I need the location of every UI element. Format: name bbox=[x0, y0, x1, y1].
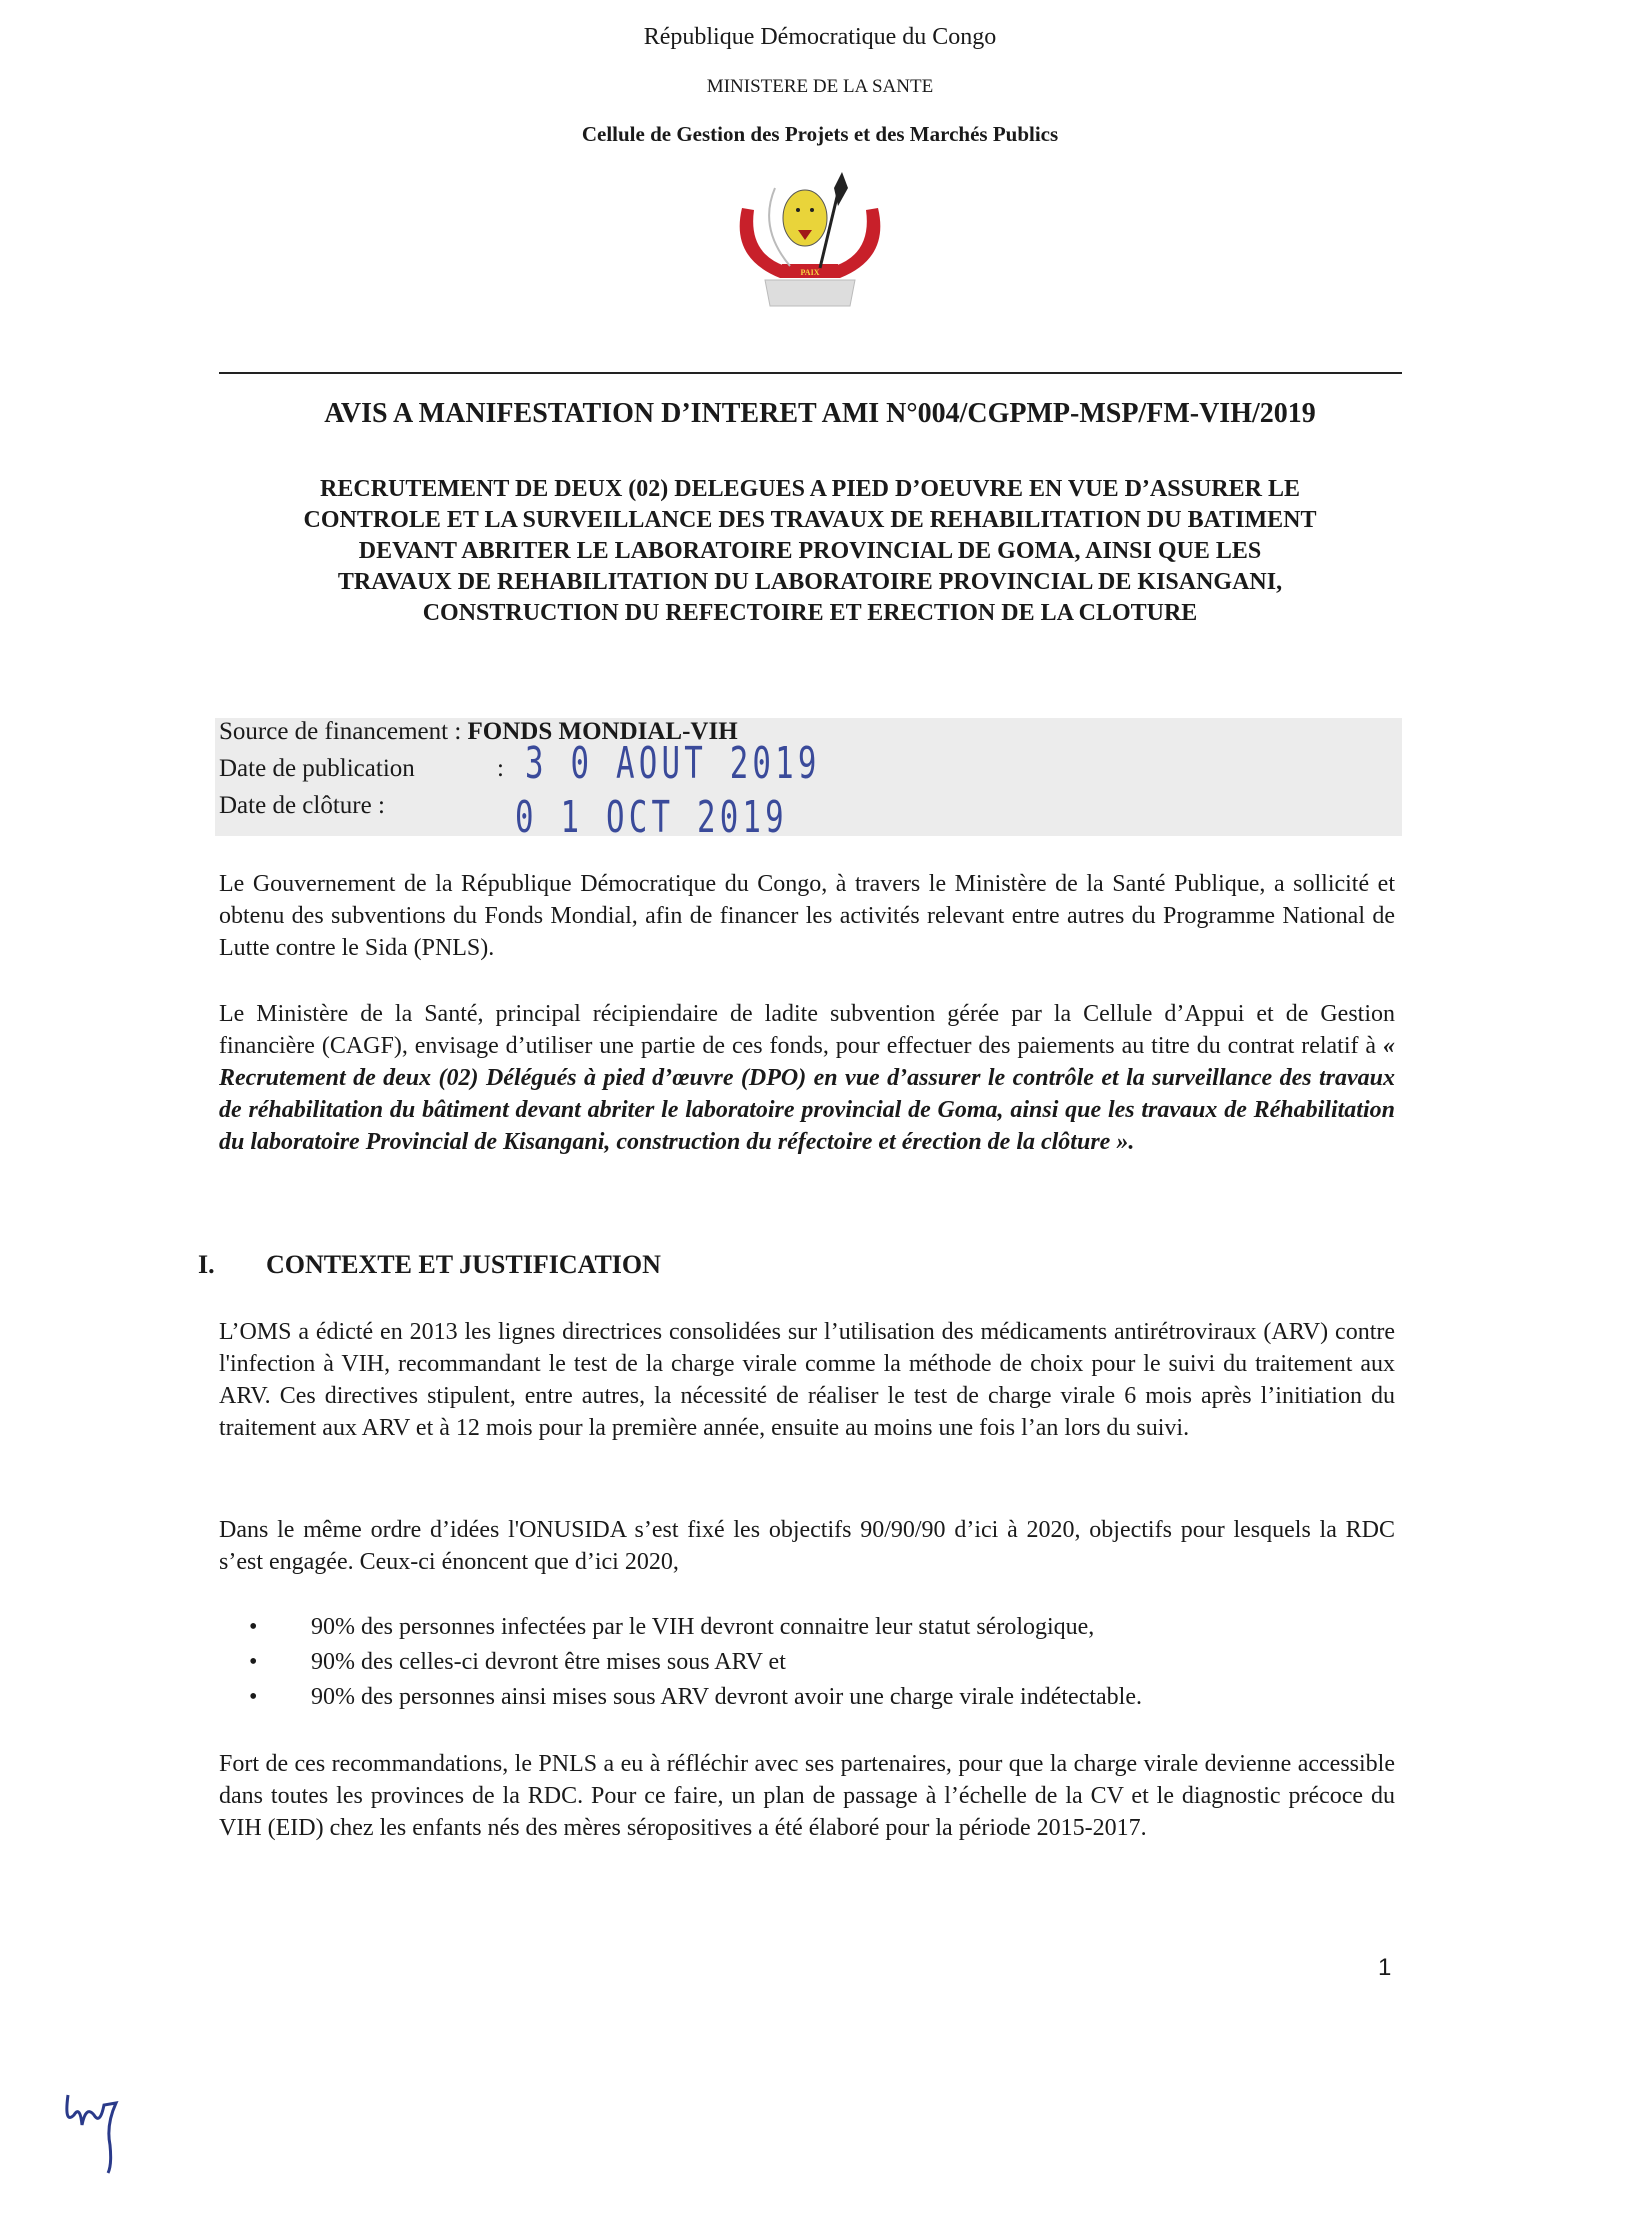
funding-source-label: Source de financement : bbox=[219, 718, 462, 745]
subtitle-line: RECRUTEMENT DE DEUX (02) DELEGUES A PIED D’OEUVRE EN VUE D’ASSURER LE bbox=[320, 476, 1300, 502]
publication-date-label: Date de publication bbox=[219, 755, 415, 782]
document-subtitle bbox=[210, 474, 1410, 629]
list-item: • 90% des personnes infectées par le VIH devront connaitre leur statut sérologique, bbox=[219, 1610, 1395, 1645]
list-item: • 90% des celles-ci devront être mises sous ARV et bbox=[219, 1645, 1395, 1680]
subtitle-line: CONTROLE ET LA SURVEILLANCE DES TRAVAUX DE REHABILITATION DU BATIMENT bbox=[303, 507, 1317, 533]
header-unit: Cellule de Gestion des Projets et des Marchés Publics bbox=[581, 122, 1059, 146]
document-title: AVIS A MANIFESTATION D’INTERET AMI N°004/CGPMP-MSP/FM-VIH/2019 bbox=[324, 398, 1316, 429]
paragraph-intro: Le Gouvernement de la République Démocratique du Congo, à travers le Ministère de la Santé Publique, a sollicité et obtenu des subventions du Fonds Mondial, afin de financer les activités relevant entre autres du Programme National de Lutte contre le Sida (PNLS). bbox=[219, 871, 1395, 961]
paragraph-oms: L’OMS a édicté en 2013 les lignes directrices consolidées sur l’utilisation des médicaments antirétroviraux (ARV) contre l'infection à VIH, recommandant le test de la charge virale comme la méthode de choix pour le suivi du traitement aux ARV. Ces directives stipulent, entre autres, la nécessité de réaliser le test de charge virale 6 mois après l’initiation du traitement aux ARV et à 12 mois pour la première année, ensuite au moins une fois l’an lors du suivi. bbox=[219, 1319, 1395, 1441]
publication-colon: : bbox=[497, 755, 504, 782]
svg-text:PAIX: PAIX bbox=[800, 268, 820, 277]
section-number: I. bbox=[198, 1250, 215, 1279]
paragraph-pnls: Fort de ces recommandations, le PNLS a eu à réfléchir avec ses partenaires, pour que la charge virale devienne accessible dans toutes les provinces de la RDC. Pour ce faire, un plan de passage à l’échelle de la CV et le diagnostic précoce du VIH (EID) chez les enfants nés des mères séropositives a été élaboré pour la période 2015-2017. bbox=[219, 1751, 1395, 1841]
section-heading bbox=[198, 1250, 661, 1280]
publication-date-stamp: 3 0 AOUT 2019 bbox=[525, 738, 821, 789]
list-item: • 90% des personnes ainsi mises sous ARV devront avoir une charge virale indétectable. bbox=[219, 1680, 1395, 1715]
page-number: 1 bbox=[1378, 1954, 1392, 1981]
paragraph-contract-intro: Le Ministère de la Santé, principal récipiendaire de ladite subvention gérée par la Cellule d’Appui et de Gestion financière (CAGF), envisage d’utiliser une partie de ces fonds, pour effectuer des paiements au titre du contrat relatif à bbox=[219, 1001, 1395, 1059]
subtitle-line: CONSTRUCTION DU REFECTOIRE ET ERECTION DE LA CLOTURE bbox=[422, 600, 1198, 626]
closing-date-label: Date de clôture : bbox=[219, 792, 385, 819]
section-title: CONTEXTE ET JUSTIFICATION bbox=[266, 1250, 661, 1279]
subtitle-line: TRAVAUX DE REHABILITATION DU LABORATOIRE PROVINCIAL DE KISANGANI, bbox=[337, 569, 1283, 595]
subtitle-line: DEVANT ABRITER LE LABORATOIRE PROVINCIAL DE GOMA, AINSI QUE LES bbox=[358, 538, 1262, 564]
header-country: République Démocratique du Congo bbox=[643, 24, 997, 50]
closing-date-stamp: 0 1 OCT 2019 bbox=[515, 792, 788, 843]
objectives-list bbox=[219, 1610, 1395, 1715]
funding-source-value: FONDS MONDIAL-VIH bbox=[467, 718, 738, 745]
header-ministry: MINISTERE DE LA SANTE bbox=[706, 76, 934, 97]
paragraph-contract bbox=[219, 998, 1395, 1158]
info-box bbox=[215, 718, 1402, 843]
paragraph-onusida: Dans le même ordre d’idées l'ONUSIDA s’est fixé les objectifs 90/90/90 d’ici à 2020, objectifs pour lesquels la RDC s’est engagée. Ceux-ci énoncent que d’ici 2020, bbox=[219, 1517, 1395, 1575]
contract-title: « Recrutement de deux (02) Délégués à pied d’œuvre (DPO) en vue d’assurer le contrôle et la surveillance des travaux de réhabilitation du bâtiment devant abriter le laboratoire provincial de Goma, ainsi que les travaux de Réhabilitation du laboratoire Provincial de Kisangani, construction du réfectoire et érection de la clôture ». bbox=[219, 1033, 1395, 1155]
header-divider bbox=[219, 372, 1402, 374]
coat-of-arms-emblem bbox=[720, 168, 900, 308]
handwritten-initials bbox=[60, 2085, 140, 2175]
